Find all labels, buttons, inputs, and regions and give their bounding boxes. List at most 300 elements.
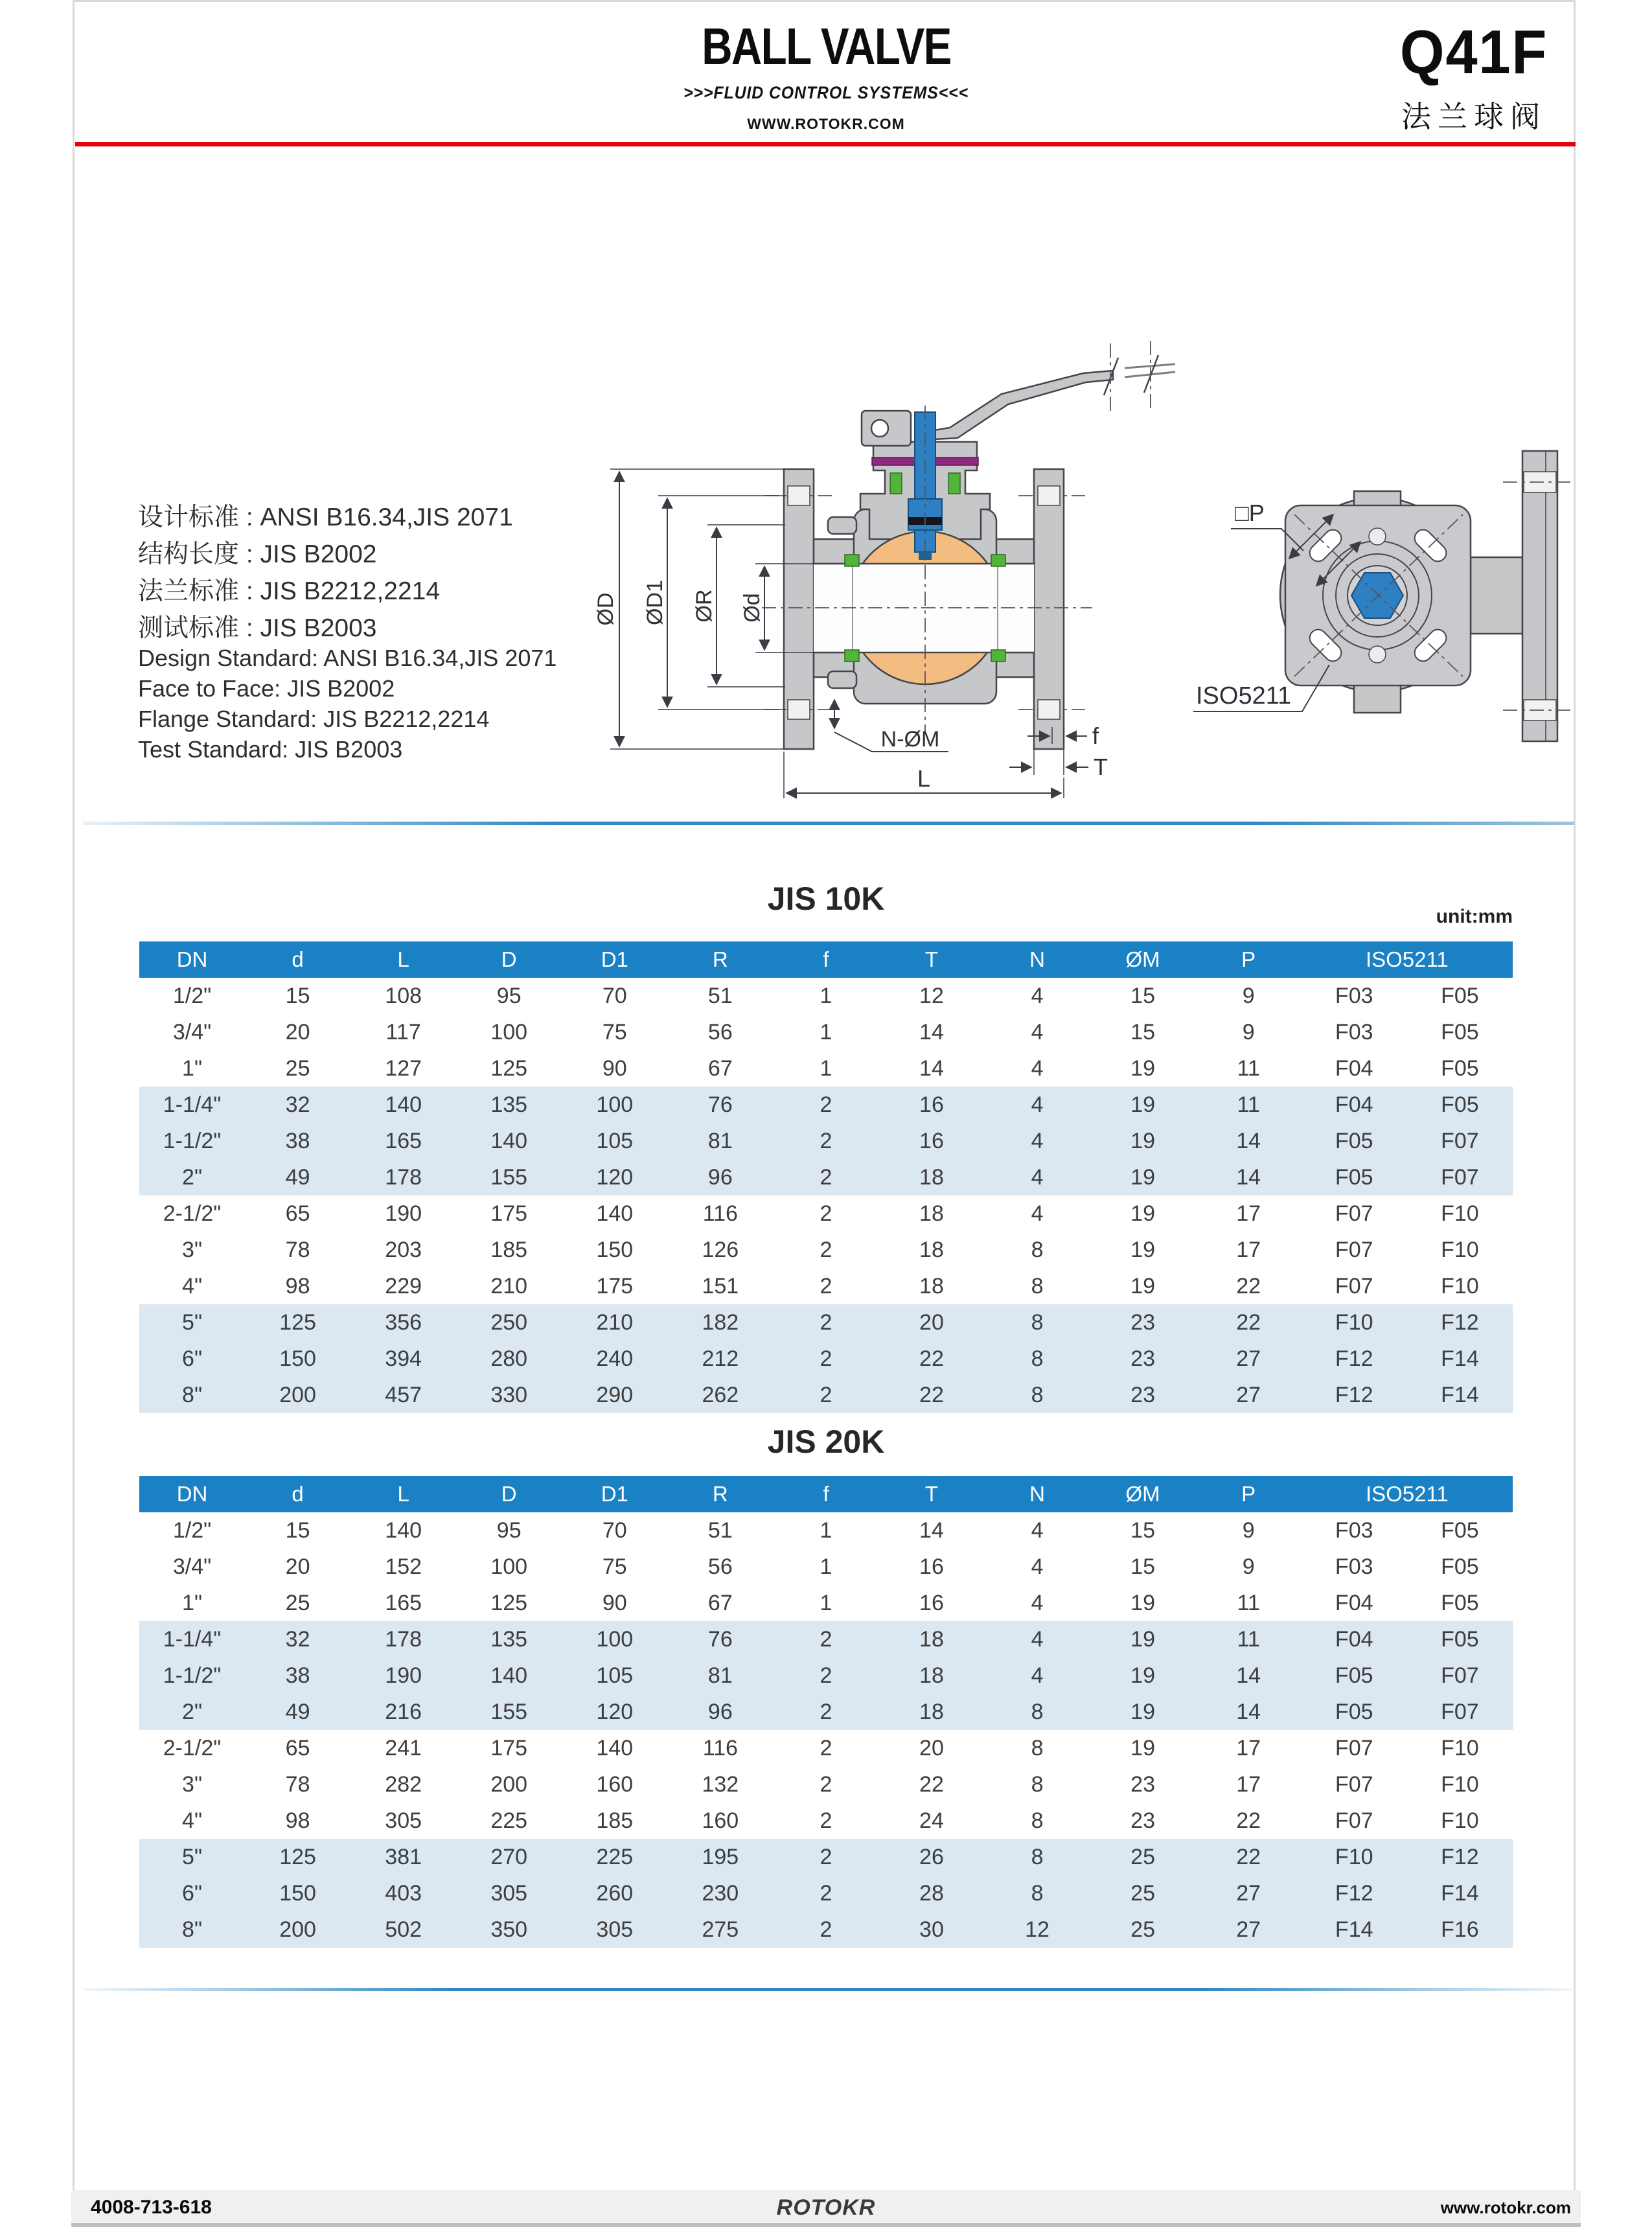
table-jis20k	[139, 1476, 1513, 1948]
footer-brand: ROTOKR	[776, 2195, 876, 2220]
cell: F10	[1441, 1273, 1479, 1298]
cell: 78	[285, 1771, 310, 1797]
cell: 5"	[139, 1839, 245, 1875]
cell: 19	[1130, 1590, 1155, 1615]
cell: 225	[562, 1839, 667, 1875]
cell: 51	[707, 1517, 733, 1543]
cell: 175	[596, 1273, 634, 1298]
cell: 178	[350, 1159, 456, 1195]
model-block	[1354, 17, 1594, 136]
footer-website: www.rotokr.com	[1440, 2198, 1571, 2217]
cell: F05	[1407, 1087, 1513, 1123]
table-row	[139, 1621, 1513, 1657]
cell: 185	[596, 1808, 634, 1833]
cell: 108	[385, 983, 422, 1008]
table-row	[139, 1839, 1513, 1875]
cell: 4	[1031, 983, 1044, 1008]
cell: 125	[245, 1304, 350, 1341]
dim-label-OR: ØR	[691, 589, 717, 623]
cell: 18	[878, 1657, 984, 1694]
cell: 8	[985, 1341, 1090, 1377]
cell: 25	[1090, 1839, 1196, 1875]
cell: 350	[456, 1911, 562, 1948]
cell: 12	[919, 983, 944, 1008]
cell: 15	[1130, 1517, 1155, 1543]
table-row	[139, 1014, 1513, 1050]
cell: 8	[985, 1694, 1090, 1730]
cell: 8	[1031, 1735, 1044, 1760]
text-line: 测试标准 : JIS B2003	[138, 614, 377, 642]
column-header: DN	[139, 941, 245, 978]
cell: 1-1/2"	[139, 1657, 245, 1694]
cell: 8	[985, 1839, 1090, 1875]
cell: F10	[1302, 1304, 1407, 1341]
cell: 3"	[182, 1237, 203, 1262]
cell: 1	[820, 1590, 832, 1615]
cell: F14	[1407, 1377, 1513, 1413]
cell: 4	[1031, 1554, 1044, 1579]
header-rule	[75, 142, 1576, 146]
cell: 23	[1090, 1377, 1196, 1413]
cell: 178	[350, 1621, 456, 1657]
cell: 117	[385, 1019, 421, 1044]
cell: 105	[562, 1657, 667, 1694]
column-header: d	[245, 941, 350, 978]
cell: 132	[702, 1771, 739, 1797]
cell: 140	[596, 1201, 634, 1226]
cell: 11	[1237, 1056, 1260, 1081]
cell: 17	[1236, 1771, 1261, 1797]
unit-note: unit:mm	[1436, 906, 1513, 927]
cell: 14	[919, 1019, 944, 1044]
text-line: Face to Face: JIS B2002	[138, 675, 395, 702]
cell: 2	[773, 1875, 878, 1911]
cell: 275	[667, 1911, 773, 1948]
cell: 230	[667, 1875, 773, 1911]
cell: 3/4"	[172, 1019, 212, 1044]
cell: 116	[702, 1735, 738, 1760]
cell: 8	[985, 1875, 1090, 1911]
cell: F05	[1441, 1554, 1479, 1579]
model-code: Q41F	[1399, 17, 1548, 87]
table-row	[139, 1341, 1513, 1377]
cell: 190	[350, 1657, 456, 1694]
cell: 23	[1130, 1808, 1155, 1833]
cell: 81	[667, 1657, 773, 1694]
table-title-jis20k: JIS 20K	[767, 1424, 885, 1460]
cell: 250	[456, 1304, 562, 1341]
cell: 1/2"	[172, 983, 212, 1008]
table-row	[139, 1159, 1513, 1195]
cell: 18	[878, 1621, 984, 1657]
cell: 27	[1196, 1911, 1302, 1948]
cell: 1	[820, 1056, 832, 1081]
table-row	[139, 1087, 1513, 1123]
column-header: DN	[139, 1476, 245, 1512]
cell: 14	[919, 1056, 944, 1081]
cell: F07	[1335, 1237, 1373, 1262]
cell: 140	[385, 1517, 422, 1543]
table-row	[139, 1549, 1513, 1585]
cell: F10	[1441, 1201, 1479, 1226]
cell: 9	[1242, 1517, 1255, 1543]
cell: 2	[773, 1839, 878, 1875]
cell: 14	[1196, 1159, 1302, 1195]
cell: 195	[667, 1839, 773, 1875]
dim-label-Od: Ød	[739, 593, 764, 623]
cell: 305	[456, 1875, 562, 1911]
cell: 135	[456, 1621, 562, 1657]
spec-table	[139, 1476, 1513, 1948]
cell: F05	[1407, 1621, 1513, 1657]
page-title: BALL VALVE	[701, 17, 951, 75]
cell: 16	[919, 1554, 944, 1579]
cell: 105	[562, 1123, 667, 1159]
cell: 225	[490, 1808, 528, 1833]
side-view	[1193, 451, 1573, 741]
cell: 8"	[139, 1911, 245, 1948]
cell: F07	[1407, 1159, 1513, 1195]
cell: 51	[707, 983, 733, 1008]
cell: 16	[919, 1590, 944, 1615]
cell: 19	[1090, 1694, 1196, 1730]
cell: 126	[702, 1237, 739, 1262]
cell: 175	[490, 1201, 528, 1226]
dim-label-OD1: ØD1	[642, 580, 667, 625]
cell: 127	[385, 1056, 422, 1081]
cell: 2	[773, 1341, 878, 1377]
cell: 120	[562, 1694, 667, 1730]
cell: 100	[562, 1621, 667, 1657]
cell: F10	[1441, 1771, 1479, 1797]
cell: 65	[285, 1735, 310, 1760]
column-header: ISO5211	[1302, 1476, 1513, 1512]
cell: F04	[1302, 1087, 1407, 1123]
cell: 2	[773, 1087, 878, 1123]
header-subtitle: >>>FLUID CONTROL SYSTEMS<<<	[683, 83, 969, 102]
cell: 15	[1130, 1554, 1155, 1579]
cell: 140	[456, 1123, 562, 1159]
cell: 25	[285, 1590, 310, 1615]
divider-bottom	[83, 1988, 1574, 1991]
dim-label-OD: ØD	[593, 592, 618, 626]
cell: 4	[985, 1657, 1090, 1694]
table-row	[139, 1512, 1513, 1549]
standards-cn	[138, 499, 513, 647]
cell: 15	[1130, 983, 1155, 1008]
table-row	[139, 978, 1513, 1014]
column-header: D1	[562, 941, 667, 978]
cell: 20	[919, 1735, 944, 1760]
cell: F12	[1407, 1304, 1513, 1341]
column-header: D	[456, 941, 562, 978]
cell: 9	[1242, 1554, 1255, 1579]
cell: 75	[602, 1019, 627, 1044]
column-header: D	[456, 1476, 562, 1512]
cell: 96	[667, 1694, 773, 1730]
table-jis10k	[139, 941, 1513, 1413]
column-header: D1	[562, 1476, 667, 1512]
cell: F10	[1441, 1735, 1479, 1760]
column-header: N	[985, 1476, 1090, 1512]
cell: 2	[820, 1237, 832, 1262]
cell: F14	[1407, 1341, 1513, 1377]
table-row	[139, 1694, 1513, 1730]
standards-en	[138, 643, 556, 765]
cell: F05	[1441, 1056, 1479, 1081]
column-header: ØM	[1090, 1476, 1196, 1512]
cell: 240	[562, 1341, 667, 1377]
header-website: WWW.ROTOKR.COM	[747, 115, 905, 132]
table-row	[139, 1585, 1513, 1621]
cell: 4	[1031, 1019, 1044, 1044]
cell: 100	[490, 1554, 528, 1579]
column-header: L	[350, 1476, 456, 1512]
cell: 165	[350, 1123, 456, 1159]
cell: 4	[1031, 1590, 1044, 1615]
cell: 216	[350, 1694, 456, 1730]
column-header: d	[245, 1476, 350, 1512]
column-header: f	[773, 941, 878, 978]
cell: 5"	[139, 1304, 245, 1341]
footer-phone: 4008-713-618	[91, 2197, 212, 2218]
cell: 38	[245, 1123, 350, 1159]
column-header: ISO5211	[1302, 941, 1513, 978]
cell: 18	[919, 1237, 944, 1262]
cell: 15	[285, 983, 310, 1008]
cell: 125	[490, 1056, 528, 1081]
cell: 457	[350, 1377, 456, 1413]
cell: 19	[1130, 1201, 1155, 1226]
cell: F04	[1302, 1621, 1407, 1657]
cell: 25	[1090, 1911, 1196, 1948]
cell: 4	[1031, 1517, 1044, 1543]
cell: 95	[496, 1517, 522, 1543]
cell: 155	[456, 1159, 562, 1195]
cell: 120	[562, 1159, 667, 1195]
cell: 25	[285, 1056, 310, 1081]
cell: 190	[385, 1201, 422, 1226]
cell: F05	[1302, 1657, 1407, 1694]
table-row	[139, 1875, 1513, 1911]
text-line: Design Standard: ANSI B16.34,JIS 2071	[138, 645, 557, 671]
cell: 18	[878, 1159, 984, 1195]
cell: 19	[1130, 1237, 1155, 1262]
handle-lever	[934, 371, 1113, 439]
cell: 150	[245, 1875, 350, 1911]
cell: 15	[1130, 1019, 1155, 1044]
table-row	[139, 1123, 1513, 1159]
dim-label-L: L	[917, 765, 931, 792]
cell: 502	[350, 1911, 456, 1948]
cell: F12	[1302, 1341, 1407, 1377]
column-header: P	[1196, 1476, 1302, 1512]
cell: F03	[1335, 1517, 1373, 1543]
cell: 260	[562, 1875, 667, 1911]
table-row	[139, 1377, 1513, 1413]
divider-top	[83, 822, 1574, 825]
cell: 140	[596, 1735, 634, 1760]
cell: F05	[1302, 1159, 1407, 1195]
cell: 9	[1242, 983, 1255, 1008]
cell: 76	[667, 1621, 773, 1657]
cell: 76	[667, 1087, 773, 1123]
cell: 270	[456, 1839, 562, 1875]
cell: 70	[602, 1517, 627, 1543]
cell: 1-1/2"	[139, 1123, 245, 1159]
cell: 290	[562, 1377, 667, 1413]
cell: 26	[878, 1839, 984, 1875]
cell: 125	[490, 1590, 528, 1615]
cell: 403	[350, 1875, 456, 1911]
text-line: 法兰标准 : JIS B2212,2214	[138, 577, 441, 605]
table-row	[139, 1766, 1513, 1803]
cell: 95	[496, 983, 522, 1008]
cell: 160	[702, 1808, 739, 1833]
cell: 56	[707, 1019, 733, 1044]
cell: F12	[1302, 1875, 1407, 1911]
cell: 32	[245, 1087, 350, 1123]
text-line: Flange Standard: JIS B2212,2214	[138, 706, 490, 732]
cell: 165	[385, 1590, 422, 1615]
cell: 381	[350, 1839, 456, 1875]
column-header: N	[985, 941, 1090, 978]
bottom-strip	[71, 2223, 1581, 2227]
cell: 200	[245, 1911, 350, 1948]
cell: 90	[602, 1590, 627, 1615]
cell: 32	[245, 1621, 350, 1657]
cell: F07	[1335, 1808, 1373, 1833]
cell: 14	[1196, 1657, 1302, 1694]
cell: F03	[1335, 983, 1373, 1008]
cell: 330	[456, 1377, 562, 1413]
cell: 17	[1236, 1201, 1261, 1226]
table-row	[139, 1803, 1513, 1839]
cell: 2"	[139, 1694, 245, 1730]
cell: 1	[820, 983, 832, 1008]
cell: 4	[985, 1621, 1090, 1657]
cell: 38	[245, 1657, 350, 1694]
cell: 4	[985, 1087, 1090, 1123]
column-header: R	[667, 1476, 773, 1512]
cell: F12	[1407, 1839, 1513, 1875]
cell: 125	[245, 1839, 350, 1875]
cell: 27	[1196, 1341, 1302, 1377]
cell: 8	[1031, 1808, 1044, 1833]
cell: 18	[878, 1694, 984, 1730]
cell: 2	[773, 1657, 878, 1694]
cell: 19	[1090, 1087, 1196, 1123]
cell: 19	[1090, 1159, 1196, 1195]
cell: 56	[707, 1554, 733, 1579]
cell: 22	[878, 1341, 984, 1377]
cell: F16	[1407, 1911, 1513, 1948]
cell: 2"	[139, 1159, 245, 1195]
cell: 19	[1090, 1621, 1196, 1657]
cell: 305	[562, 1911, 667, 1948]
cell: 16	[878, 1087, 984, 1123]
cell: F04	[1335, 1590, 1373, 1615]
cell: 19	[1130, 1735, 1155, 1760]
cell: F03	[1335, 1019, 1373, 1044]
cell: 3/4"	[172, 1554, 212, 1579]
cell: F10	[1302, 1839, 1407, 1875]
cell: 65	[285, 1201, 310, 1226]
cell: 2	[773, 1911, 878, 1948]
cell: 2	[773, 1304, 878, 1341]
cell: F07	[1407, 1123, 1513, 1159]
cell: 1"	[182, 1056, 203, 1081]
cell: 200	[490, 1771, 528, 1797]
cell: 1	[820, 1517, 832, 1543]
cell: F07	[1407, 1657, 1513, 1694]
cell: 22	[919, 1771, 944, 1797]
text-line: 结构长度 : JIS B2002	[138, 540, 377, 568]
dim-label-bolt: N-ØM	[880, 727, 940, 752]
cell: 1/2"	[172, 1517, 212, 1543]
cell: 67	[707, 1590, 733, 1615]
table-row	[139, 1657, 1513, 1694]
cell: 182	[667, 1304, 773, 1341]
cell: 25	[1090, 1875, 1196, 1911]
cell: 98	[285, 1273, 310, 1298]
cell: 18	[919, 1273, 944, 1298]
cell: 11	[1196, 1621, 1302, 1657]
cell: 27	[1196, 1875, 1302, 1911]
cell: 2-1/2"	[163, 1735, 222, 1760]
cell: F03	[1335, 1554, 1373, 1579]
cell: 67	[707, 1056, 733, 1081]
cell: 2	[820, 1273, 832, 1298]
iso5211-label: ISO5211	[1196, 682, 1292, 710]
cell: 23	[1130, 1771, 1155, 1797]
cell: 4"	[182, 1808, 203, 1833]
spec-table	[139, 941, 1513, 1413]
cell: 2	[820, 1201, 832, 1226]
text-line: Test Standard: JIS B2003	[138, 736, 403, 763]
column-header: T	[878, 941, 984, 978]
dim-label-f: f	[1092, 722, 1099, 749]
cell: F07	[1335, 1771, 1373, 1797]
cell: 49	[245, 1159, 350, 1195]
model-name-cn: 法兰球阀	[1401, 100, 1546, 133]
cell: 241	[385, 1735, 422, 1760]
cell: F14	[1302, 1911, 1407, 1948]
cell: 14	[1196, 1123, 1302, 1159]
cell: 90	[602, 1056, 627, 1081]
cell: 22	[1196, 1304, 1302, 1341]
cell: F07	[1335, 1273, 1373, 1298]
cell: 8	[1031, 1771, 1044, 1797]
cell: 18	[919, 1201, 944, 1226]
cell: 1	[820, 1019, 832, 1044]
cell: 16	[878, 1123, 984, 1159]
cell: F14	[1407, 1875, 1513, 1911]
cell: 22	[1236, 1273, 1261, 1298]
cell: 2	[820, 1735, 832, 1760]
cell: 14	[1196, 1694, 1302, 1730]
cell: 30	[878, 1911, 984, 1948]
column-header: f	[773, 1476, 878, 1512]
cell: 4	[1031, 1201, 1044, 1226]
cell: 150	[596, 1237, 634, 1262]
table-title-jis10k: JIS 10K	[767, 881, 885, 917]
cell: 203	[385, 1237, 422, 1262]
cell: 19	[1090, 1657, 1196, 1694]
cell: 12	[985, 1911, 1090, 1948]
valve-technical-drawing	[570, 279, 1581, 803]
cell: 280	[456, 1341, 562, 1377]
